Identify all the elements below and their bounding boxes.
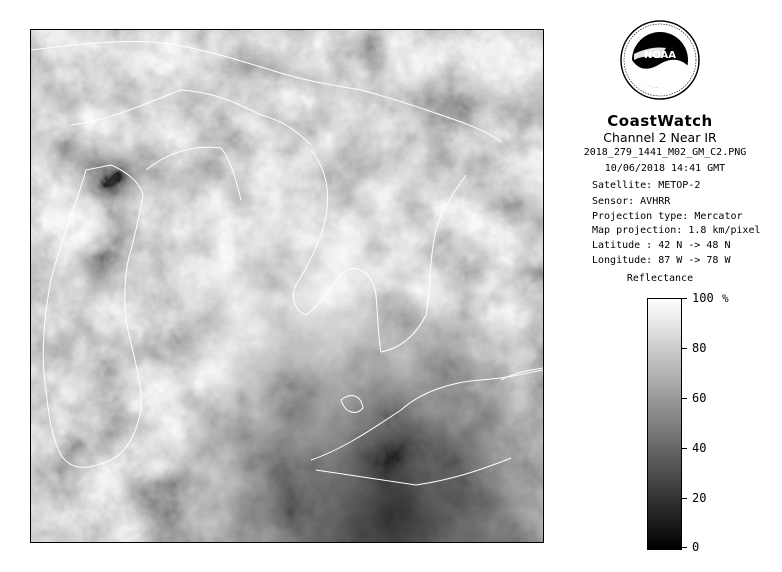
tick-mark [681,547,687,548]
tick-label-40: 40 [692,441,707,455]
noaa-logo [620,20,700,100]
longitude-label: Longitude: 87 W -> 78 W [592,255,731,266]
channel-label: Channel 2 Near IR [603,130,717,145]
legend-unit: % [722,292,729,305]
filename-label: 2018_279_1441_M02_GM_C2.PNG [583,147,747,158]
tick-label-80: 80 [692,341,707,355]
projection-type-label: Projection type: Mercator [592,211,743,222]
map-projection-label: Map projection: 1.8 km/pixel [592,225,761,236]
tick-label-100: 100 [692,291,714,305]
datetime-label: 10/06/2018 14:41 GMT [604,163,726,174]
cloud-imagery [31,30,543,542]
reflectance-colorbar [647,298,682,550]
tick-mark [681,448,687,449]
satellite-label: Satellite: METOP-2 [592,180,701,191]
tick-mark [681,348,687,349]
dark-land-region [31,30,543,542]
noaa-logo-text: NOAA [643,50,677,61]
tick-mark [681,498,687,499]
tick-mark [681,398,687,399]
legend-title: Reflectance [626,273,694,284]
brand-title: CoastWatch [607,112,713,130]
satellite-image [30,29,544,543]
tick-label-20: 20 [692,491,707,505]
latitude-label: Latitude : 42 N -> 48 N [592,240,731,251]
sensor-label: Sensor: AVHRR [592,196,671,207]
tick-label-0: 0 [692,540,700,554]
tick-label-60: 60 [692,391,707,405]
tick-mark [681,298,687,299]
